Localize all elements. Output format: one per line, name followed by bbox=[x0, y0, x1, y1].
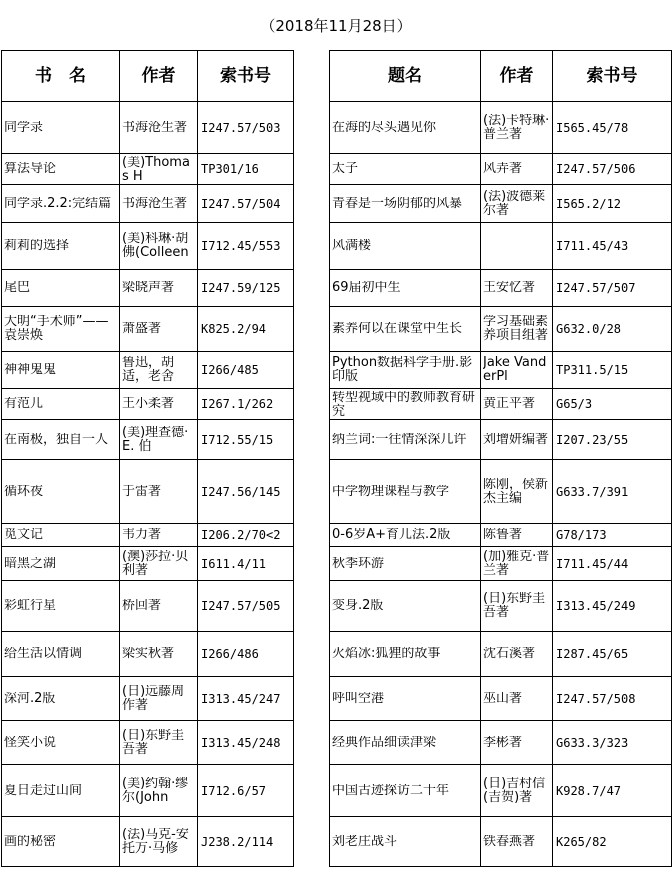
book-title-cell bbox=[330, 270, 481, 307]
book-row bbox=[2, 270, 294, 307]
book-row bbox=[2, 581, 294, 632]
book-author-cell bbox=[481, 547, 553, 581]
book-author-cell bbox=[120, 547, 198, 581]
call-number-cell bbox=[198, 460, 294, 524]
book-row bbox=[330, 677, 672, 721]
book-row bbox=[330, 581, 672, 632]
call-number-cell bbox=[553, 721, 672, 765]
call-number-cell bbox=[553, 765, 672, 817]
book-row bbox=[2, 632, 294, 677]
book-title-text: 中国古迹探访二十年 bbox=[332, 783, 450, 798]
column-header-author: 作者 bbox=[481, 51, 553, 102]
column-header-call-number: 索书号 bbox=[198, 51, 294, 102]
call-number-cell bbox=[198, 547, 294, 581]
book-author-cell bbox=[120, 223, 198, 270]
book-title-cell bbox=[330, 677, 481, 721]
call-number-cell bbox=[198, 102, 294, 154]
book-title-cell bbox=[2, 102, 120, 154]
book-author-cell bbox=[120, 721, 198, 765]
call-number-text: I313.45/249 bbox=[556, 599, 636, 613]
book-author-cell bbox=[120, 270, 198, 307]
call-number-text: I207.23/55 bbox=[556, 432, 629, 447]
book-author-cell bbox=[481, 154, 553, 185]
book-title-cell bbox=[330, 307, 481, 352]
book-author-text: 梁实秋著 bbox=[122, 647, 175, 661]
book-title-cell bbox=[2, 420, 120, 460]
call-number-text: TP311.5/15 bbox=[556, 363, 629, 377]
call-number-text: I247.57/508 bbox=[556, 691, 636, 706]
book-row bbox=[330, 352, 672, 389]
call-number-text: I247.57/506 bbox=[556, 162, 636, 176]
book-author-cell bbox=[120, 352, 198, 389]
call-number-text: I267.1/262 bbox=[201, 397, 274, 411]
book-title-cell bbox=[330, 154, 481, 185]
call-number-text: G633.7/391 bbox=[556, 484, 629, 499]
book-title-cell bbox=[2, 185, 120, 223]
book-title-text: 神神鬼鬼 bbox=[4, 363, 57, 377]
call-number-text: TP301/16 bbox=[201, 162, 259, 176]
book-author-text: (法)卡特琳·普兰著 bbox=[483, 113, 550, 142]
book-author-cell bbox=[481, 581, 553, 632]
book-author-cell bbox=[120, 677, 198, 721]
call-number-text: I565.2/12 bbox=[556, 196, 622, 211]
book-author-text: (日)吉村信(吉贺)著 bbox=[483, 776, 546, 805]
book-row bbox=[330, 547, 672, 581]
call-number-cell bbox=[553, 581, 672, 632]
call-number-text: I247.57/503 bbox=[201, 120, 281, 135]
book-author-cell bbox=[120, 102, 198, 154]
book-row bbox=[2, 721, 294, 765]
book-row bbox=[2, 102, 294, 154]
book-title-cell bbox=[330, 185, 481, 223]
book-title-text: 经典作品细读津梁 bbox=[332, 735, 437, 750]
call-number-cell bbox=[198, 154, 294, 185]
book-title-text: 纳兰词:一往情深深几许 bbox=[332, 432, 467, 447]
book-author-text: 鲁迅，胡适，老舍 bbox=[122, 356, 175, 384]
book-author-cell bbox=[120, 154, 198, 185]
book-title-text: 画的秘密 bbox=[4, 834, 57, 849]
book-title-text: 在南极，独自一人 bbox=[4, 432, 109, 447]
book-title-cell bbox=[330, 460, 481, 524]
book-row bbox=[2, 547, 294, 581]
book-title-text: 秋季环游 bbox=[332, 556, 385, 571]
call-number-cell bbox=[553, 270, 672, 307]
book-title-cell bbox=[2, 270, 120, 307]
book-title-text: 算法导论 bbox=[4, 162, 57, 176]
call-number-text: I313.45/247 bbox=[201, 691, 281, 706]
book-author-text: (美)科琳·胡佛(Colleen bbox=[122, 232, 189, 260]
new-books-table-right bbox=[329, 50, 672, 867]
call-number-cell bbox=[553, 420, 672, 460]
call-number-text: I266/485 bbox=[201, 363, 259, 377]
book-title-text: 给生活以情调 bbox=[4, 647, 83, 661]
book-row bbox=[330, 102, 672, 154]
book-author-text: (法)波德莱尔著 bbox=[483, 189, 546, 218]
call-number-cell bbox=[198, 352, 294, 389]
book-author-cell bbox=[481, 420, 553, 460]
call-number-text: G633.3/323 bbox=[556, 735, 629, 750]
book-author-cell bbox=[481, 352, 553, 389]
book-author-cell bbox=[120, 632, 198, 677]
book-row bbox=[2, 307, 294, 352]
call-number-cell bbox=[553, 817, 672, 867]
book-author-cell bbox=[481, 524, 553, 547]
book-author-text: 刘增妍编著 bbox=[483, 432, 549, 447]
book-title-text: 同学录.2.2:完结篇 bbox=[4, 196, 112, 211]
book-row bbox=[2, 223, 294, 270]
book-author-cell bbox=[120, 389, 198, 420]
call-number-text: I247.57/505 bbox=[201, 599, 281, 613]
book-title-cell bbox=[330, 765, 481, 817]
book-author-cell bbox=[481, 223, 553, 270]
call-number-cell bbox=[553, 677, 672, 721]
book-title-text: 呼叫空港 bbox=[332, 691, 385, 706]
call-number-text: I287.45/65 bbox=[556, 647, 629, 661]
call-number-cell bbox=[553, 389, 672, 420]
book-title-cell bbox=[2, 389, 120, 420]
call-number-cell bbox=[198, 524, 294, 547]
book-title-cell bbox=[2, 765, 120, 817]
book-row bbox=[330, 154, 672, 185]
call-number-cell bbox=[198, 389, 294, 420]
book-title-text: 夏日走过山间 bbox=[4, 783, 83, 798]
book-row bbox=[2, 460, 294, 524]
book-author-text: 黄正平著 bbox=[483, 397, 536, 411]
book-title-text: 刘老庄战斗 bbox=[332, 834, 398, 849]
book-author-cell bbox=[120, 581, 198, 632]
book-author-cell bbox=[481, 632, 553, 677]
book-author-cell bbox=[120, 765, 198, 817]
book-author-cell bbox=[481, 765, 553, 817]
book-title-cell bbox=[330, 420, 481, 460]
book-row bbox=[330, 817, 672, 867]
book-title-text: 有范儿 bbox=[4, 397, 44, 411]
call-number-cell bbox=[198, 677, 294, 721]
call-number-cell bbox=[553, 632, 672, 677]
call-number-text: G632.0/28 bbox=[556, 322, 622, 336]
book-author-text: (美)Thomas H bbox=[122, 155, 190, 183]
call-number-cell bbox=[553, 223, 672, 270]
call-number-text: G78/173 bbox=[556, 528, 607, 542]
book-title-text: 尾巴 bbox=[4, 281, 31, 295]
book-title-cell bbox=[330, 524, 481, 547]
book-row bbox=[2, 389, 294, 420]
call-number-cell bbox=[553, 102, 672, 154]
book-author-text: 梁晓声著 bbox=[122, 281, 175, 295]
book-row bbox=[2, 817, 294, 867]
book-row bbox=[2, 185, 294, 223]
call-number-cell bbox=[198, 817, 294, 867]
book-author-text: Jake VanderPl bbox=[483, 356, 547, 384]
call-number-cell bbox=[553, 547, 672, 581]
book-author-cell bbox=[120, 185, 198, 223]
book-title-cell bbox=[2, 154, 120, 185]
book-author-cell bbox=[120, 307, 198, 352]
book-row bbox=[330, 721, 672, 765]
header-row bbox=[2, 51, 294, 102]
book-title-cell bbox=[330, 352, 481, 389]
book-title-cell bbox=[2, 307, 120, 352]
book-title-cell bbox=[2, 223, 120, 270]
book-author-text: (日)东野圭吾著 bbox=[483, 592, 546, 620]
book-title-text: 在海的尽头遇见你 bbox=[332, 120, 437, 135]
book-author-text: 萧盛著 bbox=[122, 322, 162, 336]
book-row bbox=[330, 460, 672, 524]
header-row bbox=[330, 51, 672, 102]
call-number-text: G65/3 bbox=[556, 397, 593, 411]
book-author-text: 陈刚，侯新杰主编 bbox=[483, 477, 549, 506]
call-number-text: I611.4/11 bbox=[201, 556, 267, 571]
book-author-text: 韦力著 bbox=[122, 528, 162, 542]
book-author-cell bbox=[120, 817, 198, 867]
call-number-text: I266/486 bbox=[201, 647, 259, 661]
book-row bbox=[330, 223, 672, 270]
book-title-text: 觅文记 bbox=[4, 528, 44, 542]
book-title-cell bbox=[330, 547, 481, 581]
book-row bbox=[330, 524, 672, 547]
column-header-call-number: 索书号 bbox=[553, 51, 672, 102]
book-title-text: 大明“手术师”——袁崇焕 bbox=[4, 315, 109, 343]
book-author-cell bbox=[120, 524, 198, 547]
book-title-text: 69届初中生 bbox=[332, 281, 401, 295]
book-row bbox=[2, 677, 294, 721]
call-number-cell bbox=[198, 765, 294, 817]
book-author-text: (加)雅克·普兰著 bbox=[483, 549, 550, 578]
book-title-text: 深河.2版 bbox=[4, 691, 56, 706]
book-row bbox=[2, 765, 294, 817]
book-row bbox=[330, 420, 672, 460]
book-row bbox=[2, 524, 294, 547]
book-author-text: 巫山著 bbox=[483, 691, 523, 706]
book-author-text: (法)马克-安托万·马修 bbox=[122, 827, 189, 856]
call-number-text: I712.6/57 bbox=[201, 783, 267, 798]
book-title-cell bbox=[330, 581, 481, 632]
book-author-text: 李彬著 bbox=[483, 735, 523, 750]
call-number-text: J238.2/114 bbox=[201, 834, 274, 849]
book-title-cell bbox=[2, 632, 120, 677]
book-title-text: 循环夜 bbox=[4, 484, 44, 499]
call-number-text: K265/82 bbox=[556, 834, 607, 849]
call-number-cell bbox=[198, 307, 294, 352]
book-title-cell bbox=[2, 581, 120, 632]
call-number-text: I712.55/15 bbox=[201, 432, 274, 447]
book-title-text: 太子 bbox=[332, 162, 359, 176]
book-author-text: 书海沧生著 bbox=[122, 196, 188, 211]
book-title-cell bbox=[2, 352, 120, 389]
book-title-cell bbox=[2, 524, 120, 547]
new-books-table-left bbox=[1, 50, 294, 867]
book-author-text: 于雷著 bbox=[122, 484, 162, 499]
book-author-text: 王安忆著 bbox=[483, 281, 536, 295]
book-row bbox=[330, 632, 672, 677]
book-author-cell bbox=[481, 677, 553, 721]
book-row bbox=[2, 154, 294, 185]
call-number-text: K825.2/94 bbox=[201, 322, 267, 336]
book-row bbox=[330, 185, 672, 223]
book-title-cell bbox=[330, 389, 481, 420]
book-author-cell bbox=[481, 270, 553, 307]
book-title-cell bbox=[330, 721, 481, 765]
book-title-cell bbox=[2, 677, 120, 721]
column-header-title: 书 名 bbox=[2, 51, 120, 102]
book-row bbox=[330, 765, 672, 817]
book-title-cell bbox=[330, 632, 481, 677]
book-title-cell bbox=[2, 460, 120, 524]
book-title-cell bbox=[2, 721, 120, 765]
book-title-cell bbox=[330, 223, 481, 270]
book-author-cell bbox=[481, 817, 553, 867]
book-author-text: (澳)莎拉·贝利著 bbox=[122, 549, 189, 578]
call-number-cell bbox=[198, 632, 294, 677]
call-number-text: I206.2/70<2 bbox=[201, 528, 281, 542]
book-author-cell bbox=[481, 185, 553, 223]
call-number-text: I565.45/78 bbox=[556, 120, 629, 135]
call-number-text: I247.59/125 bbox=[201, 281, 281, 295]
call-number-cell bbox=[553, 352, 672, 389]
book-author-text: (日)东野圭吾著 bbox=[122, 728, 185, 757]
book-title-text: 同学录 bbox=[4, 120, 44, 135]
call-number-cell bbox=[553, 154, 672, 185]
book-row bbox=[2, 352, 294, 389]
book-author-text: 桥回著 bbox=[122, 599, 162, 613]
book-title-cell bbox=[2, 547, 120, 581]
book-title-text: 素养何以在课堂中生长 bbox=[332, 322, 463, 336]
book-title-text: Python数据科学手册.影印版 bbox=[332, 356, 473, 384]
book-title-cell bbox=[2, 817, 120, 867]
call-number-cell bbox=[553, 460, 672, 524]
book-title-text: 中学物理课程与教学 bbox=[332, 484, 450, 499]
call-number-text: I313.45/248 bbox=[201, 735, 281, 750]
call-number-cell bbox=[553, 185, 672, 223]
book-author-text: (美)约翰·缪尔(John bbox=[122, 776, 189, 805]
column-header-author: 作者 bbox=[120, 51, 198, 102]
call-number-text: I247.56/145 bbox=[201, 484, 281, 499]
book-author-cell bbox=[120, 460, 198, 524]
book-title-text: 暗黑之湖 bbox=[4, 556, 57, 571]
book-row bbox=[330, 307, 672, 352]
book-row bbox=[330, 389, 672, 420]
call-number-cell bbox=[198, 581, 294, 632]
book-author-text: 陈鲁著 bbox=[483, 528, 523, 542]
book-author-text: 学习基础素养项目组著 bbox=[483, 315, 549, 343]
book-author-text: (美)理查德·E. 伯 bbox=[122, 425, 189, 454]
book-title-text: 青春是一场阴郁的风暴 bbox=[332, 196, 463, 211]
book-title-cell bbox=[330, 817, 481, 867]
book-author-text: 书海沧生著 bbox=[122, 120, 188, 135]
book-author-cell bbox=[120, 420, 198, 460]
book-title-text: 莉莉的选择 bbox=[4, 239, 70, 253]
call-number-cell bbox=[198, 223, 294, 270]
call-number-cell bbox=[198, 721, 294, 765]
book-title-cell bbox=[330, 102, 481, 154]
call-number-text: I711.45/43 bbox=[556, 239, 629, 253]
column-header-title: 题名 bbox=[330, 51, 481, 102]
book-author-cell bbox=[481, 102, 553, 154]
date-heading: （2018年11月28日） bbox=[260, 16, 412, 35]
book-title-text: 0-6岁A+育儿法.2版 bbox=[332, 528, 451, 542]
call-number-cell bbox=[198, 420, 294, 460]
book-title-text: 转型视域中的教师教育研究 bbox=[332, 390, 476, 418]
book-row bbox=[2, 420, 294, 460]
book-author-text: 风弄著 bbox=[483, 162, 523, 176]
call-number-text: I247.57/507 bbox=[556, 281, 636, 295]
book-title-text: 变身.2版 bbox=[332, 599, 384, 613]
book-title-text: 怪笑小说 bbox=[4, 735, 57, 750]
book-author-text: 沈石溪著 bbox=[483, 647, 536, 661]
book-author-text: 王小柔著 bbox=[122, 397, 175, 411]
call-number-cell bbox=[198, 270, 294, 307]
call-number-text: I247.57/504 bbox=[201, 196, 281, 211]
call-number-cell bbox=[198, 185, 294, 223]
call-number-cell bbox=[553, 307, 672, 352]
book-author-cell bbox=[481, 389, 553, 420]
book-author-text: (日)远藤周作著 bbox=[122, 684, 185, 713]
call-number-text: I712.45/553 bbox=[201, 239, 281, 253]
call-number-text: I711.45/44 bbox=[556, 556, 629, 571]
call-number-cell bbox=[553, 524, 672, 547]
book-author-cell bbox=[481, 307, 553, 352]
book-title-text: 彩虹行星 bbox=[4, 599, 57, 613]
book-author-text: 铁春燕著 bbox=[483, 834, 536, 849]
book-title-text: 火焰冰:狐狸的故事 bbox=[332, 647, 441, 661]
book-author-cell bbox=[481, 721, 553, 765]
book-title-text: 风满楼 bbox=[332, 239, 372, 253]
call-number-text: K928.7/47 bbox=[556, 783, 622, 798]
book-row bbox=[330, 270, 672, 307]
book-author-cell bbox=[481, 460, 553, 524]
